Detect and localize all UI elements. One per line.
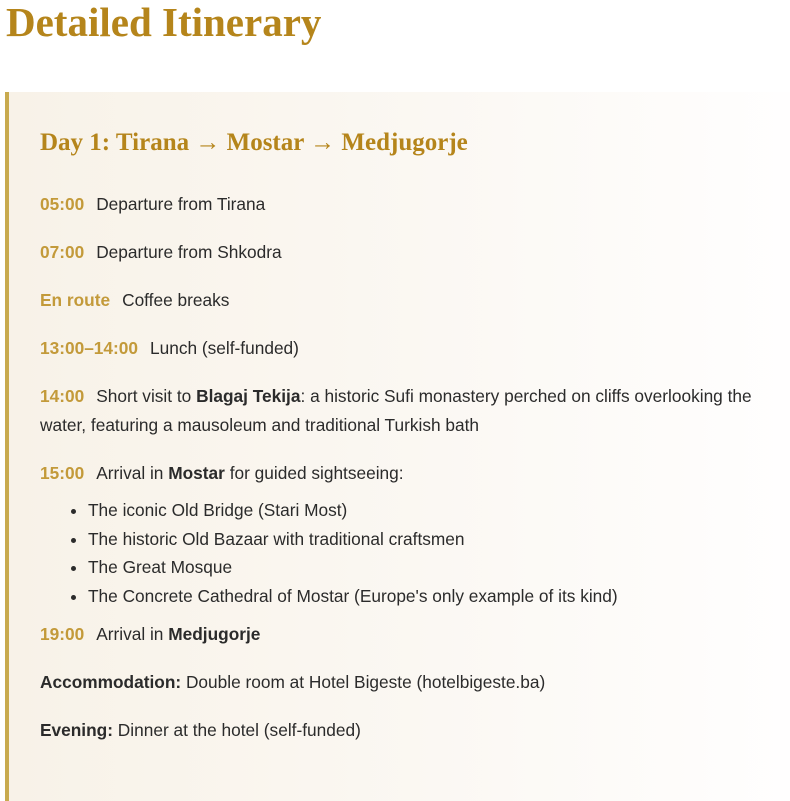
entry-text: : a historic Sufi monastery perched on cliffs overlooking the water, featuring a mausoleum and traditional Turkish bath — [40, 386, 752, 435]
itinerary-entry — [40, 459, 790, 488]
entry-time: 15:00 — [40, 463, 85, 483]
itinerary-entry — [40, 238, 790, 267]
itinerary-entry — [40, 620, 790, 649]
itinerary-entry — [40, 334, 790, 363]
page-title: Detailed Itinerary — [6, 0, 322, 45]
entry-text: Coffee breaks — [122, 290, 230, 310]
entry-time: 19:00 — [40, 624, 85, 645]
entry-time: 07:00 — [40, 242, 85, 262]
evening-text: Dinner at the hotel (self-funded) — [112, 720, 361, 741]
itinerary-entry — [40, 190, 790, 219]
list-item: • The Concrete Cathedral of Mostar (Europe's only example of its kind) — [88, 582, 790, 611]
itinerary-entries — [40, 190, 790, 764]
entry-time: En route — [40, 290, 111, 310]
entry-text: Lunch (self-funded) — [150, 338, 299, 358]
accommodation-line — [40, 668, 790, 697]
entry-time: 14:00 — [40, 386, 85, 406]
day-title: Day 1: Tirana → Mostar → Medjugorje — [40, 129, 468, 156]
list-item: • The Great Mosque — [88, 553, 790, 582]
entry-text: Departure from Tirana — [96, 194, 266, 214]
evening-line — [40, 716, 790, 745]
place-name: Blagaj Tekija — [196, 386, 301, 406]
entry-text: Short visit to — [96, 386, 197, 406]
accommodation-label: Accommodation: — [40, 672, 182, 693]
mostar-sights-list — [40, 496, 790, 610]
entry-time: 05:00 — [40, 194, 85, 214]
entry-text: Arrival in — [96, 463, 169, 483]
place-name: Medjugorje — [168, 624, 261, 645]
entry-time: 13:00–14:00 — [40, 338, 139, 358]
day-card — [5, 92, 790, 801]
evening-label: Evening: — [40, 720, 113, 741]
entry-text: for guided sightseeing: — [224, 463, 404, 483]
itinerary-entry — [40, 286, 790, 315]
entry-text: Departure from Shkodra — [96, 242, 282, 262]
itinerary-entry — [40, 382, 790, 440]
accommodation-text: Double room at Hotel Bigeste (hotelbigeste.ba) — [181, 672, 546, 693]
entry-text: Arrival in — [96, 624, 169, 645]
place-name: Mostar — [168, 463, 225, 483]
list-item: • The iconic Old Bridge (Stari Most) — [88, 496, 790, 525]
list-item: • The historic Old Bazaar with traditional craftsmen — [88, 525, 790, 554]
